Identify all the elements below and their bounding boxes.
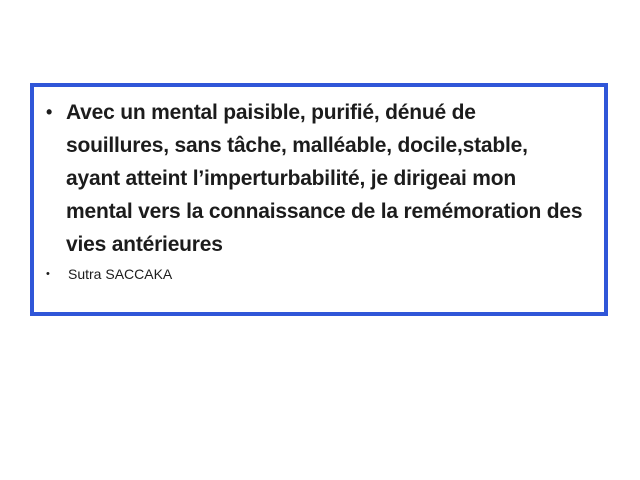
quote-line-4: mental vers la connaissance de la remémoration des bbox=[66, 200, 583, 223]
quote-line-1: Avec un mental paisible, purifié, dénué de bbox=[66, 101, 476, 124]
quote-text bbox=[66, 96, 600, 261]
bullet-marker: • bbox=[46, 268, 50, 280]
source-text bbox=[68, 264, 600, 284]
quote-line-3: ayant atteint l’imperturbabilité, je dirigeai mon bbox=[66, 167, 516, 190]
bullet-item-source bbox=[46, 264, 600, 284]
source-line: Sutra SACCAKA bbox=[68, 266, 173, 282]
bullet-marker: • bbox=[46, 102, 53, 122]
content-textbox bbox=[30, 83, 608, 316]
quote-line-2: souillures, sans tâche, malléable, docile,stable, bbox=[66, 134, 528, 157]
bullet-item-quote bbox=[46, 96, 600, 261]
quote-line-5: vies antérieures bbox=[66, 233, 223, 256]
